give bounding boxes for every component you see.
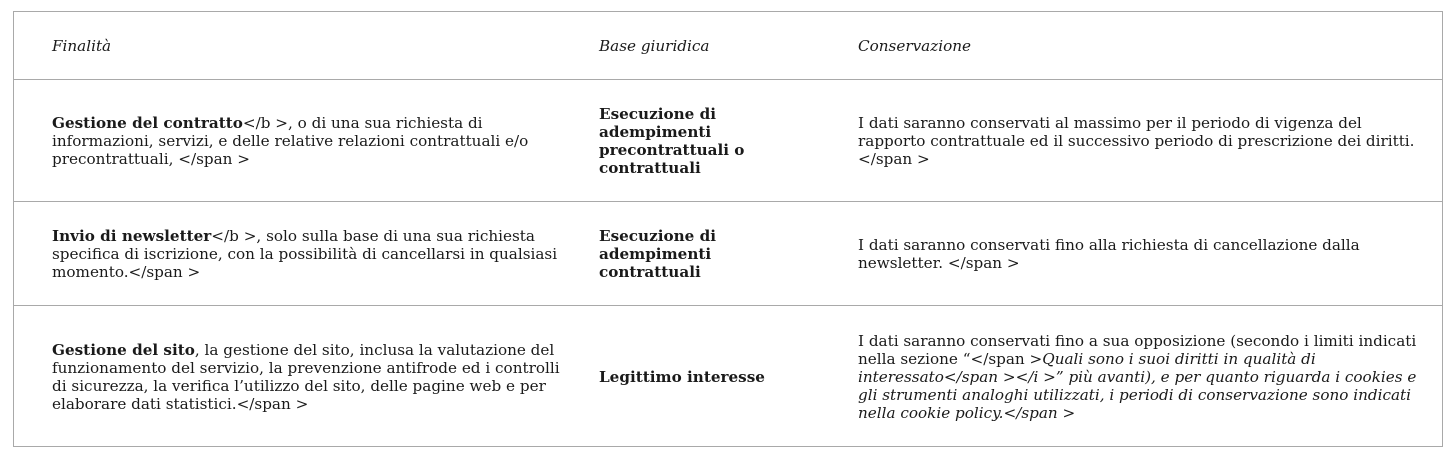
- retention-text-italic: Quali sono i suoi diritti in qualità di interessato</span ></i >” più avanti), e per quanto riguarda i cookies e gli strumenti analoghi utilizzati, i periodi di conservazione sono indicati nella cookie policy.</span >: [858, 349, 1417, 422]
- legal-basis-cell: [599, 80, 799, 201]
- purpose-description: , la gestione del sito, inclusa la valutazione del funzionamento del servizio, la prevenzione antifrode ed i controlli di sicurezza, la verifica l’utilizzo del sito, delle pagine web e per elaborare dati statistici.</span >: [52, 340, 560, 413]
- purpose-text: [52, 227, 572, 281]
- purpose-title: Gestione del sito: [52, 340, 195, 359]
- header-cell-retention: [858, 12, 1418, 79]
- retention-text: I dati saranno conservati al massimo per il periodo di vigenza del rapporto contrattuale ed il successivo periodo di prescrizione dei diritti. </span >: [858, 113, 1415, 168]
- header-legal-basis-label: Base giuridica: [599, 36, 710, 55]
- table-row: [14, 306, 1442, 447]
- purpose-cell: [52, 202, 572, 305]
- retention-text: [858, 332, 1418, 422]
- retention-cell: [858, 306, 1418, 447]
- purpose-cell: [52, 80, 572, 201]
- legal-basis-text: Esecuzione di adempimenti contrattuali: [599, 226, 716, 281]
- purpose-cell: [52, 306, 572, 447]
- purpose-description: </b >, o di una sua richiesta di informazioni, servizi, e delle relative relazioni contrattuali e/o precontrattuali, </span >: [52, 113, 529, 168]
- retention-cell: [858, 202, 1418, 305]
- table-header-row: [14, 12, 1442, 80]
- legal-basis-cell: [599, 306, 799, 447]
- purpose-title: Invio di newsletter: [52, 226, 212, 245]
- legal-basis-text: Legittimo interesse: [599, 367, 765, 386]
- header-cell-purpose: [52, 12, 572, 79]
- retention-cell: [858, 80, 1418, 201]
- legal-basis-cell: [599, 202, 799, 305]
- purpose-text: [52, 341, 572, 413]
- purpose-text: [52, 114, 572, 168]
- retention-text-plain: I dati saranno conservati fino a sua opposizione (secondo i limiti indicati nella sezione “</span >: [858, 331, 1417, 368]
- purpose-description: </b >, solo sulla base di una sua richiesta specifica di iscrizione, con la possibilità di cancellarsi in qualsiasi momento.</span >: [52, 226, 558, 281]
- legal-basis-text: Esecuzione di adempimenti precontrattuali o contrattuali: [599, 104, 745, 177]
- header-cell-legal-basis: [599, 12, 799, 79]
- table-row: [14, 80, 1442, 202]
- table-row: [14, 202, 1442, 306]
- purpose-title: Gestione del contratto: [52, 113, 243, 132]
- retention-text: I dati saranno conservati fino alla richiesta di cancellazione dalla newsletter. </span >: [858, 235, 1360, 272]
- data-processing-table: [13, 11, 1443, 447]
- header-retention-label: Conservazione: [858, 36, 971, 55]
- header-purpose-label: Finalità: [52, 36, 112, 55]
